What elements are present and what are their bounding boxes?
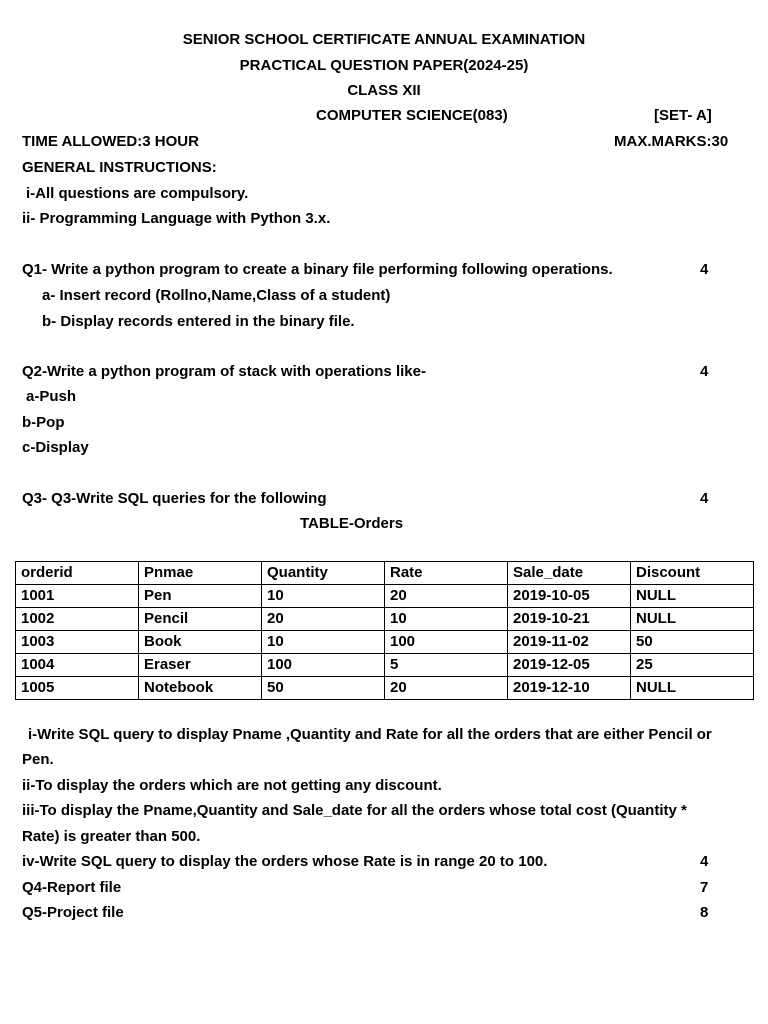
table-cell: 10: [262, 585, 385, 608]
query-ii: ii-To display the orders which are not getting any discount.: [22, 777, 442, 794]
table-row: [16, 654, 754, 677]
question-4: Q4-Report file: [22, 879, 122, 896]
query-iv-marks: 4: [700, 853, 709, 870]
table-cell: Book: [139, 631, 262, 654]
query-i-line2: Pen.: [22, 751, 54, 768]
table-cell: Eraser: [139, 654, 262, 677]
column-header-rate: Rate: [385, 562, 508, 585]
table-cell: 20: [262, 608, 385, 631]
question-3: Q3- Q3-Write SQL queries for the following: [22, 490, 327, 507]
school-exam-title: SENIOR SCHOOL CERTIFICATE ANNUAL EXAMINATION: [182, 31, 586, 48]
paper-title: PRACTICAL QUESTION PAPER(2024-25): [239, 57, 529, 74]
table-row: [16, 608, 754, 631]
table-cell: Notebook: [139, 677, 262, 700]
subject-label: COMPUTER SCIENCE(083): [316, 107, 508, 124]
table-cell: Pencil: [139, 608, 262, 631]
table-cell: 2019-12-10: [508, 677, 631, 700]
table-cell: NULL: [631, 585, 754, 608]
query-i-line1: i-Write SQL query to display Pname ,Quantity and Rate for all the orders that are either Pencil or: [28, 726, 712, 743]
class-label: CLASS XII: [347, 82, 421, 99]
question-2-part-a: a-Push: [26, 388, 77, 405]
table-cell: 1004: [16, 654, 139, 677]
question-2-marks: 4: [700, 363, 709, 380]
question-5-marks: 8: [700, 904, 709, 921]
time-allowed: TIME ALLOWED:3 HOUR: [22, 133, 199, 150]
instructions-title: GENERAL INSTRUCTIONS:: [22, 159, 217, 176]
column-header-discount: Discount: [631, 562, 754, 585]
table-cell: 2019-10-21: [508, 608, 631, 631]
question-1-part-a: a- Insert record (Rollno,Name,Class of a student): [42, 287, 391, 304]
table-cell: 100: [262, 654, 385, 677]
question-1: Q1- Write a python program to create a binary file performing following operations.: [22, 261, 613, 278]
table-cell: 2019-11-02: [508, 631, 631, 654]
question-5: Q5-Project file: [22, 904, 124, 921]
question-4-marks: 7: [700, 879, 709, 896]
question-2-part-c: c-Display: [22, 439, 89, 456]
table-cell: 1002: [16, 608, 139, 631]
question-2-part-b: b-Pop: [22, 414, 65, 431]
column-header-sale-date: Sale_date: [508, 562, 631, 585]
table-cell: 25: [631, 654, 754, 677]
instruction-item: i-All questions are compulsory.: [26, 185, 249, 202]
table-cell: 1001: [16, 585, 139, 608]
table-cell: NULL: [631, 608, 754, 631]
table-row: [16, 631, 754, 654]
question-2: Q2-Write a python program of stack with operations like-: [22, 363, 426, 380]
question-1-marks: 4: [700, 261, 709, 278]
table-cell: 2019-10-05: [508, 585, 631, 608]
question-3-marks: 4: [700, 490, 709, 507]
table-cell: 10: [262, 631, 385, 654]
query-iii-line2: Rate) is greater than 500.: [22, 828, 201, 845]
table-cell: 100: [385, 631, 508, 654]
column-header-quantity: Quantity: [262, 562, 385, 585]
column-header-orderid: orderid: [16, 562, 139, 585]
table-row: [16, 585, 754, 608]
table-cell: NULL: [631, 677, 754, 700]
table-cell: 1003: [16, 631, 139, 654]
table-cell: 1005: [16, 677, 139, 700]
orders-table: [15, 561, 754, 700]
column-header-pname: Pnmae: [139, 562, 262, 585]
table-cell: 50: [262, 677, 385, 700]
set-label: [SET- A]: [654, 107, 712, 124]
table-cell: Pen: [139, 585, 262, 608]
query-iv: iv-Write SQL query to display the orders whose Rate is in range 20 to 100.: [22, 853, 548, 870]
table-cell: 50: [631, 631, 754, 654]
table-cell: 10: [385, 608, 508, 631]
table-row: [16, 677, 754, 700]
table-cell: 20: [385, 677, 508, 700]
table-cell: 20: [385, 585, 508, 608]
table-cell: 2019-12-05: [508, 654, 631, 677]
query-iii-line1: iii-To display the Pname,Quantity and Sale_date for all the orders whose total cost (Quantity *: [22, 802, 687, 819]
table-title: TABLE-Orders: [300, 515, 404, 532]
table-header-row: [16, 562, 754, 585]
max-marks: MAX.MARKS:30: [614, 133, 729, 150]
question-1-part-b: b- Display records entered in the binary file.: [42, 313, 355, 330]
instruction-item: ii- Programming Language with Python 3.x.: [22, 210, 331, 227]
table-cell: 5: [385, 654, 508, 677]
